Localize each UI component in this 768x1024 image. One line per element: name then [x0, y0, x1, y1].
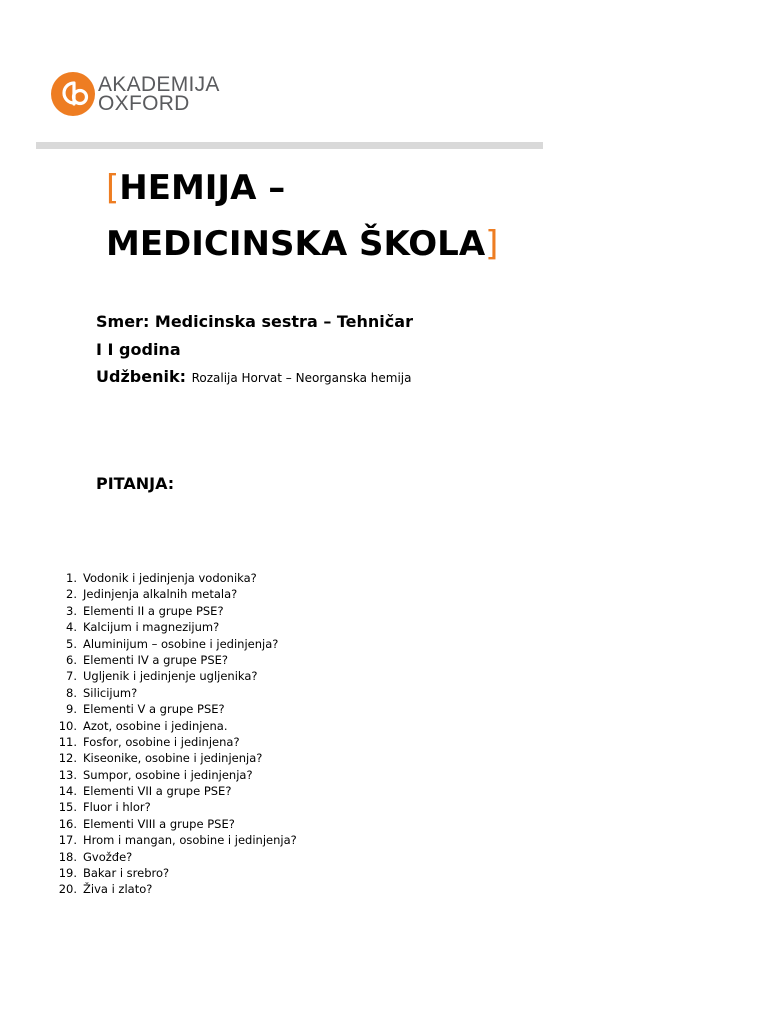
question-number: 6. — [66, 652, 77, 667]
question-number: 2. — [66, 587, 77, 602]
question-number: 9. — [66, 702, 77, 717]
list-item — [50, 881, 297, 897]
list-item — [50, 570, 297, 586]
title-line-1 — [106, 160, 498, 216]
question-text: Živa i zlato? — [83, 882, 153, 897]
question-number: 17. — [58, 833, 77, 848]
akademija-oxford-logo — [50, 71, 220, 117]
header-divider — [36, 142, 543, 149]
title-open-bracket: [ — [106, 168, 120, 208]
list-item — [50, 619, 297, 635]
question-text: Jedinjenja alkalnih metala? — [83, 587, 238, 602]
title-text-1: HEMIJA – — [119, 168, 286, 208]
question-text: Azot, osobine i jedinjena. — [83, 718, 228, 733]
pitanja-heading: PITANJA: — [96, 474, 175, 493]
question-number: 5. — [66, 636, 77, 651]
question-text: Bakar i srebro? — [83, 866, 170, 881]
question-text: Fluor i hlor? — [83, 800, 151, 815]
title-text-2: MEDICINSKA ŠKOLA — [106, 224, 486, 264]
list-item — [50, 816, 297, 832]
logo-line-1: AKADEMIJA — [98, 73, 220, 96]
question-number: 13. — [58, 767, 77, 782]
logo-line-2: OXFORD — [98, 92, 190, 115]
title-line-2 — [106, 216, 498, 272]
question-number: 3. — [66, 603, 77, 618]
question-text: Hrom i mangan, osobine i jedinjenja? — [83, 833, 297, 848]
question-text: Elementi VII a grupe PSE? — [83, 784, 232, 799]
udzbenik-line — [96, 367, 411, 386]
udzbenik-value: Rozalija Horvat – Neorganska hemija — [191, 371, 412, 385]
document-title — [106, 160, 498, 272]
godina-line: I I godina — [96, 340, 181, 359]
question-number: 15. — [58, 800, 77, 815]
list-item — [50, 832, 297, 848]
title-close-bracket: ] — [485, 224, 499, 264]
question-text: Aluminijum – osobine i jedinjenja? — [83, 636, 279, 651]
udzbenik-label: Udžbenik: — [96, 367, 186, 386]
question-text: Silicijum? — [83, 685, 138, 700]
question-text: Elementi IV a grupe PSE? — [83, 652, 229, 667]
list-item — [50, 865, 297, 881]
list-item — [50, 734, 297, 750]
logo-wordmark — [98, 75, 220, 113]
question-number: 4. — [66, 620, 77, 635]
question-number: 18. — [58, 849, 77, 864]
list-item — [50, 652, 297, 668]
list-item — [50, 849, 297, 865]
list-item — [50, 636, 297, 652]
list-item — [50, 668, 297, 684]
question-text: Ugljenik i jedinjenje ugljenika? — [83, 669, 258, 684]
questions-list — [50, 570, 297, 898]
question-number: 8. — [66, 685, 77, 700]
question-number: 11. — [58, 734, 77, 749]
list-item — [50, 718, 297, 734]
question-text: Fosfor, osobine i jedinjena? — [83, 734, 240, 749]
list-item — [50, 767, 297, 783]
list-item — [50, 586, 297, 602]
question-text: Gvožđe? — [83, 849, 133, 864]
list-item — [50, 799, 297, 815]
question-text: Elementi II a grupe PSE? — [83, 603, 224, 618]
list-item — [50, 603, 297, 619]
question-number: 16. — [58, 816, 77, 831]
question-number: 12. — [58, 751, 77, 766]
question-text: Vodonik i jedinjenja vodonika? — [83, 571, 257, 585]
list-item — [50, 701, 297, 717]
question-number: 1. — [66, 571, 77, 585]
question-number: 10. — [58, 718, 77, 733]
smer-line: Smer: Medicinska sestra – Tehničar — [96, 312, 413, 331]
question-text: Elementi VIII a grupe PSE? — [83, 816, 235, 831]
logo-mark-icon — [50, 71, 96, 117]
question-number: 19. — [58, 866, 77, 881]
question-number: 7. — [66, 669, 77, 684]
question-text: Sumpor, osobine i jedinjenja? — [83, 767, 253, 782]
list-item — [50, 685, 297, 701]
list-item — [50, 783, 297, 799]
list-item — [50, 750, 297, 766]
question-number: 20. — [58, 882, 77, 897]
question-text: Elementi V a grupe PSE? — [83, 702, 225, 717]
question-number: 14. — [58, 784, 77, 799]
question-text: Kiseonike, osobine i jedinjenja? — [83, 751, 263, 766]
question-text: Kalcijum i magnezijum? — [83, 620, 220, 635]
